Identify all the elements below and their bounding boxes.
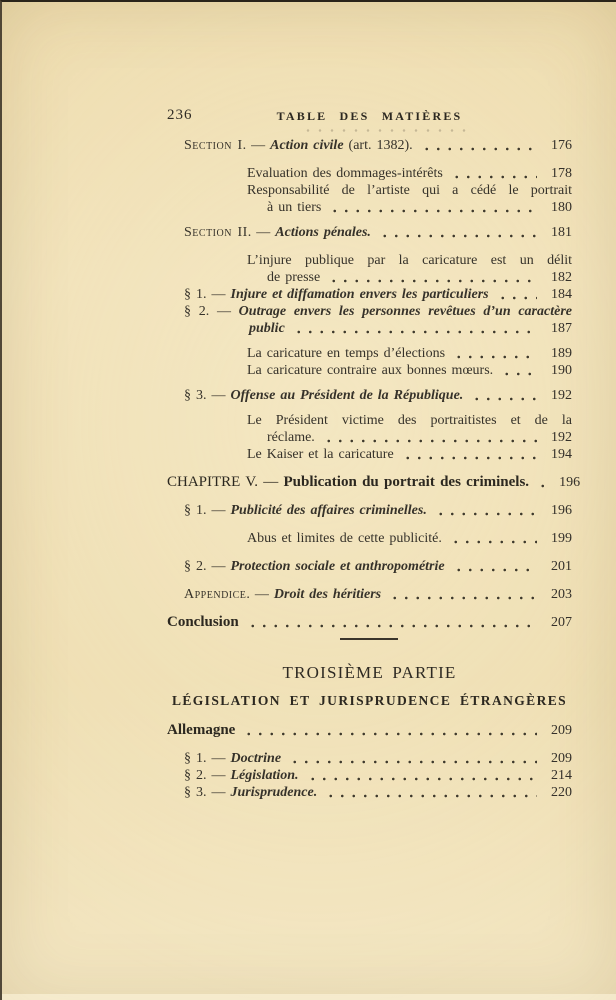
entry-page-number: 196 bbox=[559, 475, 581, 490]
toc-entry bbox=[167, 269, 572, 286]
entry-page-number: 214 bbox=[551, 768, 572, 783]
toc-entry bbox=[167, 362, 572, 379]
leader-dots bbox=[328, 269, 537, 286]
toc-entry bbox=[167, 530, 572, 547]
entry-text-segment: Le Kaiser et la caricature bbox=[247, 447, 394, 462]
entry-text bbox=[184, 303, 572, 320]
entry-text bbox=[167, 474, 529, 491]
entry-text-segment: Droit des héritiers bbox=[273, 587, 382, 602]
leader-dots bbox=[323, 429, 537, 446]
entry-text-segment: L’injure publique par la caricature est un délit bbox=[247, 253, 572, 268]
entry-text bbox=[184, 224, 371, 241]
toc-entry bbox=[167, 303, 572, 320]
entry-text bbox=[247, 362, 493, 379]
toc-entry bbox=[167, 286, 572, 303]
entry-text-segment: § 2. — bbox=[184, 768, 231, 783]
toc-entry bbox=[167, 345, 572, 362]
entry-page-number: 192 bbox=[551, 430, 572, 445]
toc-entry bbox=[167, 137, 572, 154]
leader-dots bbox=[243, 722, 537, 739]
entry-text-segment: § 1. — bbox=[184, 751, 231, 766]
entry-text bbox=[247, 530, 442, 547]
entry-text-segment: . — bbox=[247, 225, 276, 240]
toc-list-part2 bbox=[167, 137, 581, 631]
entry-page-number: 189 bbox=[551, 346, 572, 361]
entry-text-segment: § 1. — bbox=[184, 503, 231, 518]
leader-dots bbox=[471, 387, 537, 404]
entry-text-segment: (art. 1382). bbox=[343, 138, 413, 153]
entry-text-segment: Protection sociale et anthropométrie bbox=[230, 559, 445, 574]
leader-dots bbox=[435, 502, 537, 519]
entry-text bbox=[167, 614, 239, 631]
entry-text bbox=[267, 429, 315, 446]
entry-text-segment: Section II bbox=[184, 225, 248, 240]
toc-entry bbox=[167, 252, 572, 269]
entry-text bbox=[184, 137, 413, 154]
toc-entry bbox=[167, 767, 572, 784]
entry-text-segment: La caricature en temps d’élections bbox=[247, 346, 446, 361]
leader-dots bbox=[293, 320, 537, 337]
entry-text-segment: Publicité des affaires criminelles. bbox=[230, 503, 427, 518]
entry-page-number: 180 bbox=[551, 200, 572, 215]
entry-text bbox=[267, 269, 320, 286]
part-subheading: LÉGISLATION ET JURISPRUDENCE ÉTRANGÈRES bbox=[171, 693, 568, 708]
entry-page-number: 209 bbox=[551, 723, 572, 738]
entry-page-number: 178 bbox=[551, 166, 572, 181]
entry-text bbox=[267, 199, 321, 216]
entry-page-number: 209 bbox=[551, 751, 572, 766]
entry-text-segment: Evaluation des dommages-intérêts bbox=[247, 166, 443, 181]
toc-entry bbox=[167, 722, 572, 739]
entry-text bbox=[247, 252, 572, 269]
entry-text bbox=[247, 412, 572, 429]
entry-page-number: 187 bbox=[551, 321, 572, 336]
leader-dots bbox=[421, 137, 537, 154]
toc-entry bbox=[167, 586, 572, 603]
toc-entry bbox=[167, 446, 572, 463]
entry-text bbox=[184, 784, 317, 801]
part-heading: TROISIÈME PARTIE bbox=[282, 663, 457, 682]
section-divider-rule bbox=[340, 638, 398, 640]
entry-text bbox=[249, 320, 285, 337]
toc-entry bbox=[167, 199, 572, 216]
entry-page-number: 194 bbox=[551, 447, 572, 462]
entry-text-segment: CHAPITRE V. — bbox=[167, 474, 284, 490]
entry-text-segment: Appendice bbox=[184, 587, 247, 602]
toc-entry bbox=[167, 614, 572, 631]
leader-dots bbox=[501, 362, 537, 379]
page-number: 236 bbox=[167, 107, 193, 123]
entry-text bbox=[184, 286, 489, 303]
leader-dots bbox=[379, 224, 537, 241]
entry-text-segment: § 2. — bbox=[184, 559, 231, 574]
entry-text-segment: à un tiers bbox=[267, 200, 322, 215]
entry-text-segment: Outrage envers les personnes revêtues d’un caractère bbox=[238, 304, 572, 319]
entry-text-segment: Allemagne bbox=[167, 722, 236, 738]
entry-text-segment: . — bbox=[242, 138, 271, 153]
entry-text-segment: Législation. bbox=[230, 768, 299, 783]
leader-dots bbox=[307, 767, 537, 784]
entry-text bbox=[247, 345, 445, 362]
entry-text-segment: Le Président victime des portraitistes et de la bbox=[247, 413, 572, 428]
entry-page-number: 201 bbox=[551, 559, 572, 574]
entry-text-segment: Jurisprudence. bbox=[230, 785, 318, 800]
toc-entry bbox=[167, 502, 572, 519]
entry-page-number: 181 bbox=[551, 225, 572, 240]
leader-dots bbox=[453, 345, 537, 362]
entry-text bbox=[184, 750, 281, 767]
entry-text-segment: Responsabilité de l’artiste qui a cédé le portrait bbox=[247, 183, 572, 198]
entry-text bbox=[184, 767, 299, 784]
entry-page-number: 182 bbox=[551, 270, 572, 285]
entry-text-segment: de presse bbox=[267, 270, 321, 285]
entry-text-segment: Action civile bbox=[270, 138, 344, 153]
toc-entry bbox=[167, 412, 572, 429]
entry-page-number: 203 bbox=[551, 587, 572, 602]
entry-page-number: 184 bbox=[551, 287, 572, 302]
entry-page-number: 176 bbox=[551, 138, 572, 153]
entry-page-number: 207 bbox=[551, 615, 572, 630]
entry-text-segment: Publication du portrait des criminels. bbox=[283, 474, 530, 490]
toc-list-part3 bbox=[167, 722, 572, 801]
entry-text-segment: Injure et diffamation envers les particuliers bbox=[230, 287, 489, 302]
leader-dots bbox=[402, 446, 537, 463]
toc-entry bbox=[167, 224, 572, 241]
toc-entry bbox=[167, 750, 572, 767]
toc-entry bbox=[167, 182, 572, 199]
ghost-dotted-underline bbox=[302, 128, 472, 133]
toc-entry bbox=[167, 558, 572, 575]
entry-page-number: 190 bbox=[551, 363, 572, 378]
entry-text-segment: § 3. — bbox=[184, 785, 231, 800]
entry-text bbox=[184, 558, 445, 575]
entry-text bbox=[184, 586, 381, 603]
leader-dots bbox=[329, 199, 537, 216]
toc-entry bbox=[167, 474, 581, 491]
entry-page-number: 196 bbox=[551, 503, 572, 518]
leader-dots bbox=[450, 530, 537, 547]
entry-text-segment: § 2. — bbox=[184, 304, 239, 319]
entry-page-number: 192 bbox=[551, 388, 572, 403]
entry-text-segment: réclame. bbox=[267, 430, 315, 445]
leader-dots bbox=[289, 750, 537, 767]
entry-text-segment: Abus et limites de cette publicité. bbox=[247, 531, 442, 546]
toc-entry bbox=[167, 429, 572, 446]
entry-text bbox=[167, 722, 235, 739]
leader-dots bbox=[389, 586, 537, 603]
leader-dots bbox=[537, 474, 545, 491]
leader-dots bbox=[247, 614, 537, 631]
entry-page-number: 199 bbox=[551, 531, 572, 546]
running-title: TABLE DES MATIÈRES bbox=[276, 109, 463, 123]
entry-text-segment: La caricature contraire aux bonnes mœurs. bbox=[247, 363, 494, 378]
entry-text-segment: public bbox=[249, 321, 285, 336]
leader-dots bbox=[453, 558, 537, 575]
leader-dots bbox=[325, 784, 537, 801]
entry-text-segment: § 1. — bbox=[184, 287, 231, 302]
toc-entry bbox=[167, 784, 572, 801]
toc-entry bbox=[167, 165, 572, 182]
entry-text-segment: Doctrine bbox=[230, 751, 282, 766]
entry-text-segment: Section I bbox=[184, 138, 243, 153]
entry-text-segment: Actions pénales. bbox=[275, 225, 371, 240]
leader-dots bbox=[497, 286, 537, 303]
running-head bbox=[167, 106, 572, 126]
toc-entry bbox=[167, 387, 572, 404]
entry-page-number: 220 bbox=[551, 785, 572, 800]
entry-text-segment: . — bbox=[246, 587, 274, 602]
entry-text bbox=[247, 182, 572, 199]
entry-text bbox=[184, 502, 427, 519]
entry-text-segment: Offense au Président de la République. bbox=[230, 388, 464, 403]
entry-text bbox=[247, 446, 394, 463]
entry-text bbox=[184, 387, 463, 404]
leader-dots bbox=[451, 165, 537, 182]
entry-text bbox=[247, 165, 443, 182]
toc-entry bbox=[167, 320, 572, 337]
entry-text-segment: § 3. — bbox=[184, 388, 231, 403]
entry-text-segment: Conclusion bbox=[167, 614, 239, 630]
